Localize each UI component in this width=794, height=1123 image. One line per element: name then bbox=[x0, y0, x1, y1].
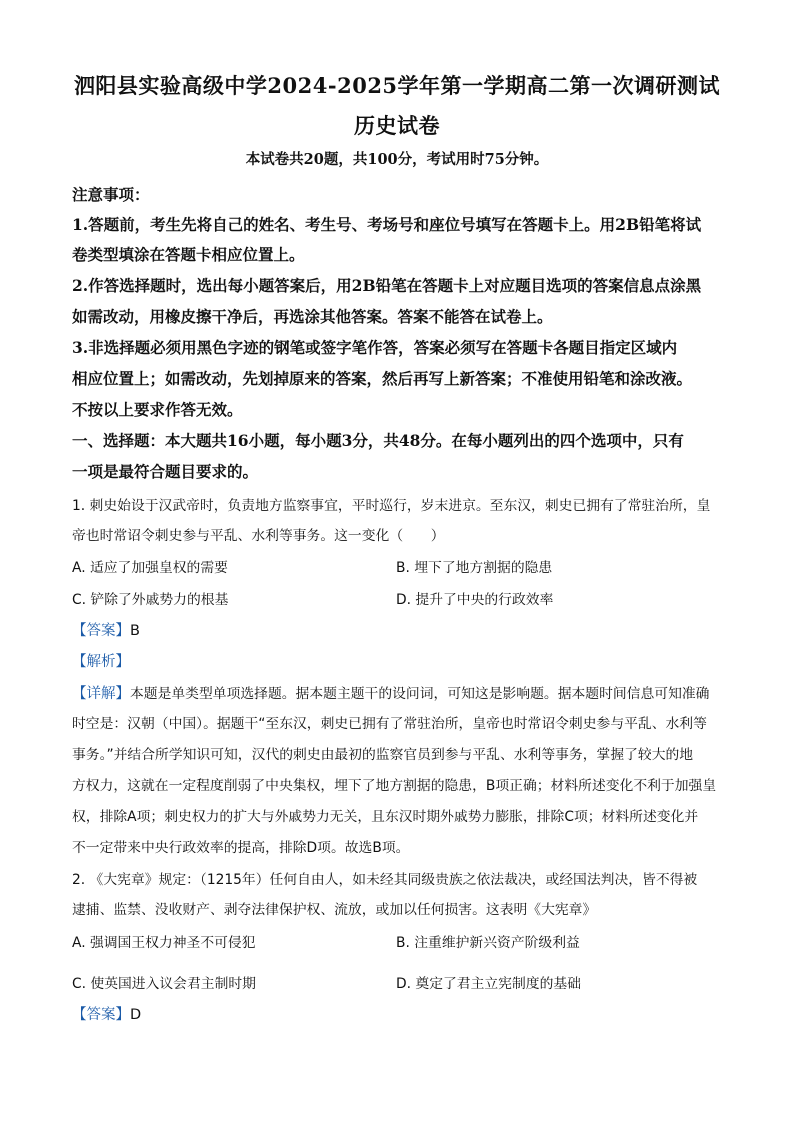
notice-line: 卷类型填涂在答题卡相应位置上。 bbox=[72, 245, 305, 264]
q1-option-c: C. 铲除了外戚势力的根基 bbox=[72, 592, 229, 608]
detail-label: 【详解】 bbox=[72, 686, 130, 702]
detail-text: 本题是单类型单项选择题。据本题主题干的设问词，可知这是影响题。据本题时间信息可知准确 bbox=[130, 686, 710, 702]
q1-answer bbox=[72, 619, 732, 640]
q1-option-a: A. 适应了加强皇权的需要 bbox=[72, 560, 228, 576]
q1-detail-line: 不一定带来中央行政效率的提高，排除D项。故选B项。 bbox=[72, 840, 410, 856]
q1-detail bbox=[72, 682, 732, 703]
q2-stem-cont: 逮捕、监禁、没收财产、剥夺法律保护权、流放，或加以任何损害。这表明《大宪章》 bbox=[72, 902, 597, 918]
q2-stem: 2. 《大宪章》规定：（1215年）任何自由人，如未经其同级贵族之依法裁决，或经国法判决，皆不得被 bbox=[72, 872, 698, 888]
section-heading: 一、选择题：本大题共16小题，每小题3分，共48分。在每小题列出的四个选项中，只有 bbox=[72, 431, 684, 450]
notice-line: 1.答题前，考生先将自己的姓名、考生号、考场号和座位号填写在答题卡上。用2B铅笔将试 bbox=[72, 215, 702, 234]
q1-option-d: D. 提升了中央的行政效率 bbox=[396, 592, 554, 608]
notice-line: 不按以上要求作答无效。 bbox=[72, 400, 243, 419]
q1-analysis bbox=[72, 650, 732, 671]
exam-title: 泗阳县实验高级中学2024-2025学年第一学期高二第一次调研测试 bbox=[73, 73, 721, 98]
q2-option-c: C. 使英国进入议会君主制时期 bbox=[72, 976, 256, 992]
exam-info: 本试卷共20题，共100分，考试用时75分钟。 bbox=[245, 151, 549, 168]
analysis-label: 【解析】 bbox=[72, 654, 130, 670]
q1-option-b: B. 埋下了地方割据的隐患 bbox=[396, 560, 553, 576]
q2-answer bbox=[72, 1003, 732, 1024]
q2-option-a: A. 强调国王权力神圣不可侵犯 bbox=[72, 935, 256, 951]
q1-detail-line: 权，排除A项；刺史权力的扩大与外戚势力无关，且东汉时期外戚势力膨胀，排除C项；材料所述变化并 bbox=[72, 809, 699, 825]
q1-stem-cont: 帝也时常诏令刺史参与平乱、水利等事务。这一变化（ ） bbox=[72, 528, 445, 544]
answer-value: D bbox=[130, 1007, 142, 1023]
notice-heading: 注意事项： bbox=[72, 185, 150, 204]
section-heading-cont: 一项是最符合题目要求的。 bbox=[72, 462, 259, 481]
answer-value: B bbox=[130, 623, 140, 639]
notice-line: 2.作答选择题时，选出每小题答案后，用2B铅笔在答题卡上对应题目选项的答案信息点涂黑 bbox=[72, 276, 702, 295]
q1-detail-line: 方权力，这就在一定程度削弱了中央集权，埋下了地方割据的隐患，B项正确；材料所述变化不利于加强皇 bbox=[72, 778, 717, 794]
q1-detail-line: 时空是：汉朝（中国）。据题干“至东汉，刺史已拥有了常驻治所，皇帝也时常诏令刺史参与平乱、水利等 bbox=[72, 716, 707, 732]
answer-label: 【答案】 bbox=[72, 1007, 130, 1023]
exam-subject: 历史试卷 bbox=[354, 113, 440, 138]
answer-label: 【答案】 bbox=[72, 623, 130, 639]
q2-option-d: D. 奠定了君主立宪制度的基础 bbox=[396, 976, 581, 992]
notice-line: 3.非选择题必须用黑色字迹的钢笔或签字笔作答，答案必须写在答题卡各题目指定区域内 bbox=[72, 338, 678, 357]
notice-line: 相应位置上；如需改动，先划掉原来的答案，然后再写上新答案；不准使用铅笔和涂改液。 bbox=[72, 369, 693, 388]
q2-option-b: B. 注重维护新兴资产阶级利益 bbox=[396, 935, 580, 951]
notice-line: 如需改动，用橡皮擦干净后，再选涂其他答案。答案不能答在试卷上。 bbox=[72, 307, 553, 326]
q1-detail-line: 事务。”并结合所学知识可知，汉代的刺史由最初的监察官员到参与平乱、水利等事务，掌握了较大的地 bbox=[72, 747, 694, 763]
q1-stem: 1. 刺史始设于汉武帝时，负责地方监察事宜，平时巡行，岁末进京。至东汉，刺史已拥有了常驻治所，皇 bbox=[72, 498, 711, 514]
